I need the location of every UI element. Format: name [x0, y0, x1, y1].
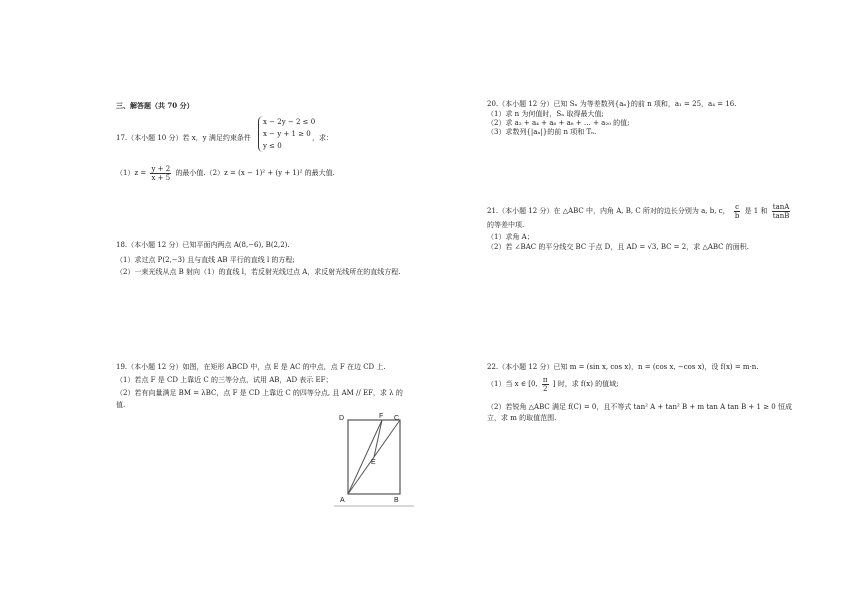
q20-line-3: （2）求 a₂ + a₄ + a₆ + a₈ + … + a₂₀ 的值;: [487, 119, 630, 127]
q17-constraint-2: x − y + 1 ≥ 0: [263, 130, 311, 138]
q17-fraction-denominator: x + 5: [151, 173, 171, 182]
label-b: B: [394, 497, 399, 504]
q17-constraint-1: x − 2y − 2 ≤ 0: [263, 118, 316, 126]
q17-stem: 17.（本小题 10 分）若 x，y 满足约束条件: [116, 134, 251, 142]
segment-af: [348, 420, 382, 494]
q22-fraction-pi-over-2: [542, 376, 549, 393]
q22-part1-prefix: （1）当 x ∈ [0,: [487, 380, 538, 388]
q22-part1-suffix: ] 时，求 f(x) 的值域;: [552, 380, 619, 388]
q19-line-2: （1）若点 F 是 CD 上靠近 C 的三等分点，试用 AB，AD 表示 EF；: [116, 376, 333, 384]
q18-line-3: （2）一束光线从点 B 射向（1）的直线 l，若反射光线过点 A，求反射光线所在的直线方程.: [116, 268, 401, 276]
q17-fraction-numerator: y + 2: [151, 164, 171, 173]
q21-fraction-tan: [772, 203, 791, 220]
q17-constraint-system: [258, 116, 315, 152]
q17-part1: [116, 163, 335, 183]
q19-line-3: （2）若有向量满足 BM = λBC，点 F 是 CD 上靠近 C 的四等分点, 且 AM // EF，求 λ 的: [116, 389, 403, 397]
q20-line-2: （1）求 n 为何值时，Sₙ 取得最大值;: [487, 110, 604, 118]
q22-line-4: 立，求 m 的取值范围.: [487, 414, 557, 422]
q22-line-3: （2）若锐角 △ABC 满足 f(C) = 0，且不等式 tan² A + tan² B + m tan A tan B + 1 ≥ 0 恒成: [487, 403, 792, 411]
section-heading: 三、解答题（共 70 分）: [116, 101, 194, 110]
q21-fraction-2-numerator: tanA: [772, 202, 790, 211]
q20-line-4: （3）求数列{|aₙ|}的前 n 项和 Tₙ.: [487, 128, 597, 136]
q19-line-1: 19.（本小题 12 分）如图，在矩形 ABCD 中，点 E 是 AC 的中点，点 F 在边 CD 上.: [116, 363, 386, 371]
q22-line-1: 22.（本小题 12 分）已知 m = (sin x, cos x)，n = (cos x, −cos x)，设 f(x) = m·n.: [487, 363, 759, 371]
label-f: F: [379, 413, 384, 420]
q21-fraction-1-denominator: b: [734, 211, 740, 220]
label-d: D: [339, 415, 345, 422]
q21-line-2: 的等差中项.: [487, 221, 525, 229]
q21-fraction-2-denominator: tanB: [772, 211, 790, 220]
q21-fraction-c-over-b: [734, 203, 740, 220]
q17-ask: ，求：: [312, 134, 333, 142]
rectangle-figure: [330, 410, 420, 510]
q21-fraction-1-numerator: c: [735, 202, 740, 211]
q18-line-1: 18.（本小题 12 分）已知平面内两点 A(8,−6), B(2,2).: [116, 241, 290, 249]
label-a: A: [340, 497, 345, 504]
q20-line-1: 20.（本小题 12 分）已知 Sₙ 为等差数列{aₙ}的前 n 项和，a₁ = 25，a₄ = 16.: [487, 100, 737, 108]
label-e: E: [371, 459, 376, 466]
label-c: C: [394, 415, 400, 422]
q21-line-1-mid: 是 1 和: [744, 207, 768, 215]
q17-part1-suffix: 的最小值.（2）z = (x − 1)² + (y + 1)² 的最大值.: [175, 169, 335, 177]
q21-line-1-text: 21.（本小题 12 分）在 △ABC 中，内角 A, B, C 所对的边长分别为 a, b, c，: [487, 207, 730, 215]
q17-constraint-3: y ≤ 0: [263, 142, 282, 150]
q17-part1-prefix: （1）z =: [116, 169, 147, 177]
q22-fraction-denominator: 2: [542, 384, 548, 393]
q18-line-2: （1）求过点 P(2,−3) 且与直线 AB 平行的直线 l 的方程;: [116, 256, 295, 264]
q19-line-4: 值.: [116, 401, 126, 409]
q21-line-3: （1）求角 A；: [487, 233, 534, 241]
q21-line-1: [487, 201, 792, 221]
q21-line-4: （2）若 ∠BAC 的平分线交 BC 于点 D，且 AD = √3, BC = 2，求 △ABC 的面积.: [487, 243, 749, 251]
q22-part1: [487, 374, 619, 394]
q17-fraction: [150, 165, 171, 182]
q22-fraction-numerator: π: [542, 375, 548, 384]
